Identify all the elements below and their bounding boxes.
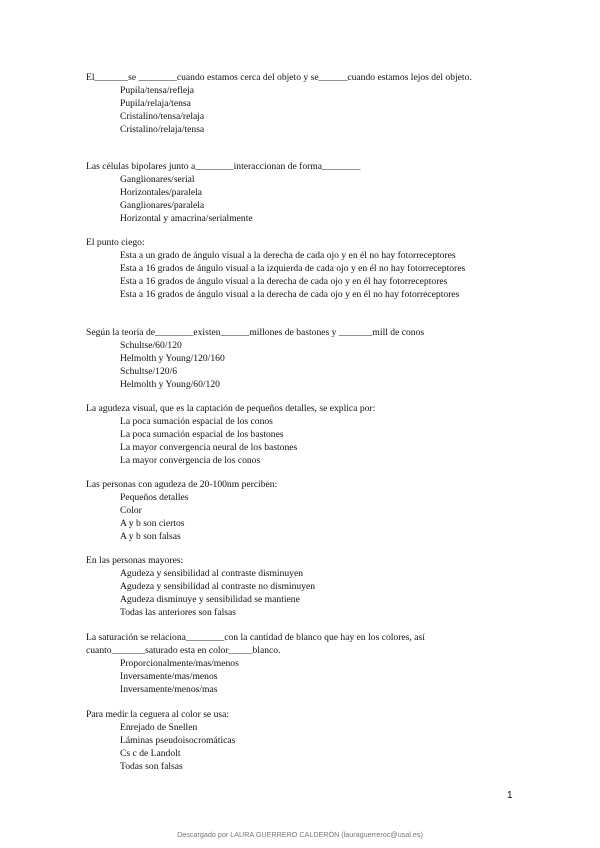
question-stem: Las personas con agudeza de 20-100nm perciben: <box>86 479 278 490</box>
option: Ganglionares/serial <box>120 173 195 185</box>
option: A y b son ciertos <box>120 517 185 529</box>
question-9 <box>86 709 516 774</box>
option: Schultse/120/6 <box>120 365 178 377</box>
download-footer: Descargado por LAURA GUERRERO CALDERÓN (lauraguerreroc@usal.es) <box>177 830 423 839</box>
question-stem: En las personas mayores: <box>86 555 184 566</box>
option: Horizontal y amacrina/serialmente <box>120 212 253 224</box>
option: La poca sumación espacial de los bastones <box>120 428 284 440</box>
option: Pupila/relaja/tensa <box>120 97 191 109</box>
option: Schultse/60/120 <box>120 339 182 351</box>
option-list <box>86 492 516 544</box>
question-stem: Según la teoría de________existen______millones de bastones y _______mill de conos <box>86 327 425 338</box>
question-stem: Para medir la ceguera al color se usa: <box>86 709 230 720</box>
question-stem: La agudeza visual, que es la captación de pequeños detalles, se explica por: <box>86 403 376 414</box>
option: Esta a 16 grados de ángulo visual a la derecha de cada ojo y en él hay fotorreceptores <box>120 275 448 287</box>
option: Cristalino/tensa/relaja <box>120 110 205 122</box>
option-list <box>86 174 516 226</box>
option: Horizontales/paralela <box>120 186 203 198</box>
option: Cs c de Landolt <box>120 747 181 759</box>
option: Todas las anteriores son falsas <box>120 606 237 618</box>
option: Inversamente/mas/menos <box>120 670 218 682</box>
option-list <box>86 416 516 468</box>
option: Cristalino/relaja/tensa <box>120 123 205 135</box>
question-5 <box>86 403 516 468</box>
question-3 <box>86 237 516 302</box>
question-7 <box>86 555 516 620</box>
option: Esta a 16 grados de ángulo visual a la izquierda de cada ojo y en él no hay fotorreceptores <box>120 262 466 274</box>
option: A y b son falsas <box>120 530 181 542</box>
option: Color <box>120 504 142 516</box>
option: Todas son falsas <box>120 760 183 772</box>
option: Agudeza y sensibilidad al contraste no disminuyen <box>120 580 316 592</box>
option: La mayor convergencia de los conos <box>120 454 261 466</box>
question-4 <box>86 327 516 392</box>
option: Proporcionalmente/mas/menos <box>120 657 239 669</box>
question-stem: El_______se ________cuando estamos cerca del objeto y se______cuando estamos lejos del objeto. <box>86 72 472 83</box>
option: Pequeños detalles <box>120 491 189 503</box>
option: Ganglionares/paralela <box>120 199 205 211</box>
option: Enrejado de Snellen <box>120 721 198 733</box>
option-list <box>86 250 516 302</box>
option: Láminas pseudoisocromáticas <box>120 734 236 746</box>
option-list <box>86 568 516 620</box>
option: Pupila/tensa/refleja <box>120 84 195 96</box>
option: Esta a 16 grados de ángulo visual a la derecha de cada ojo y en él no hay fotorreceptores <box>120 288 460 300</box>
question-stem: Las células bipolares junto a________interaccionan de forma________ <box>86 161 361 172</box>
option: Agudeza disminuye y sensibilidad se mantiene <box>120 593 300 605</box>
option: Helmolth y Young/120/160 <box>120 352 225 364</box>
option: La poca sumación espacial de los conos <box>120 415 273 427</box>
page-number: 1 <box>507 790 513 801</box>
question-6 <box>86 479 516 544</box>
question-8 <box>86 632 516 697</box>
option-list <box>86 85 516 137</box>
question-1 <box>86 72 516 137</box>
option-list <box>86 722 516 774</box>
option-list <box>86 340 516 392</box>
option: Agudeza y sensibilidad al contraste disminuyen <box>120 567 304 579</box>
question-stem: La saturación se relaciona________con la cantidad de blanco que hay en los colores, así cuanto_______saturado esta en color_____blanco. <box>86 632 425 656</box>
question-2 <box>86 161 516 226</box>
option: Esta a un grado de ángulo visual a la derecha de cada ojo y en él no hay fotorreceptores <box>120 249 456 261</box>
question-stem: El punto ciego: <box>86 237 145 248</box>
option-list <box>86 658 516 697</box>
option: La mayor convergencia neural de los bastones <box>120 441 298 453</box>
option: Helmolth y Young/60/120 <box>120 378 220 390</box>
option: Inversamente/menos/mas <box>120 683 218 695</box>
